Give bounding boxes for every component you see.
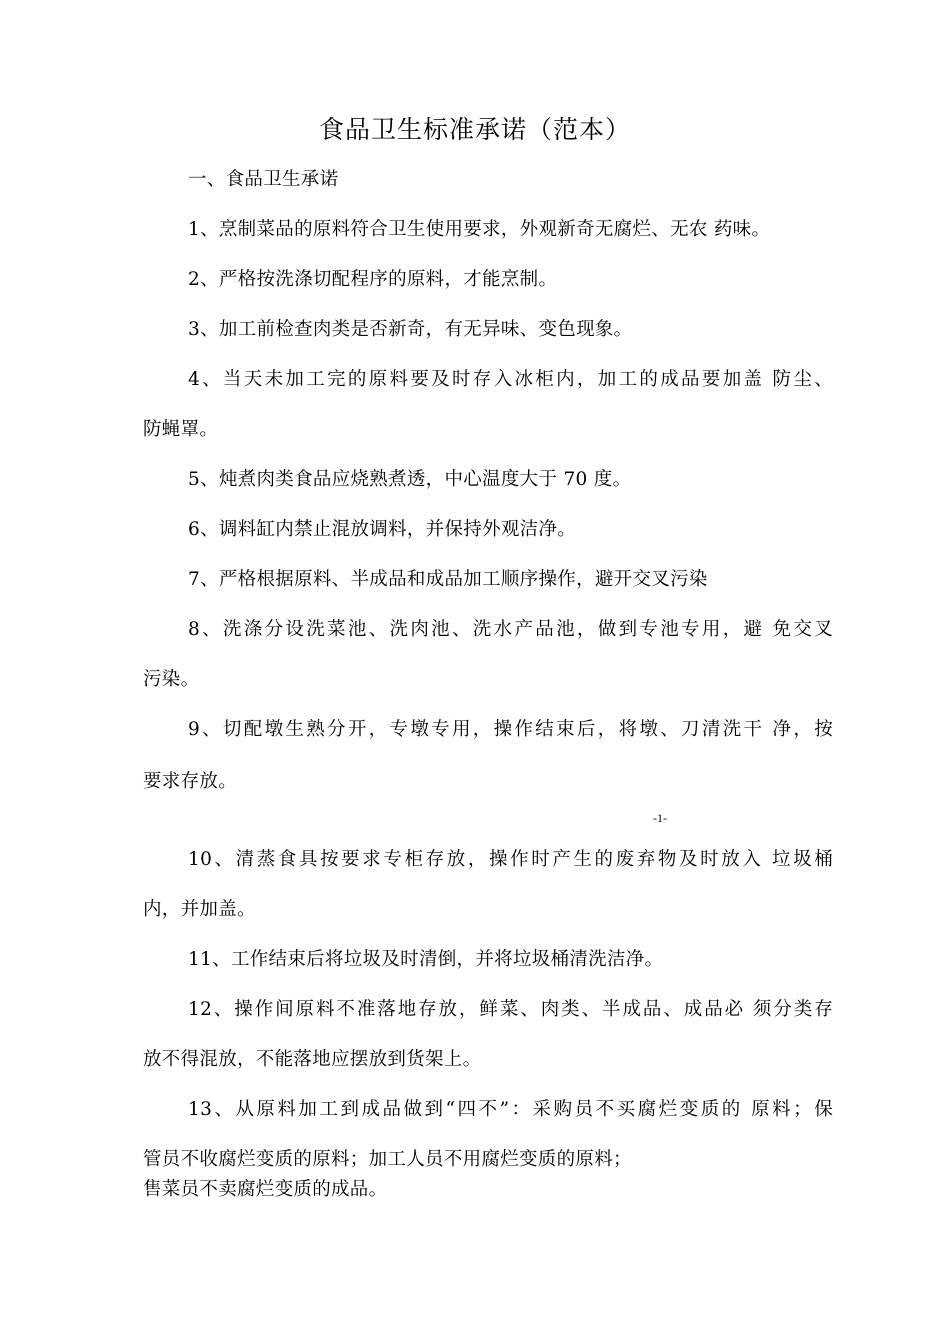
item-4-line-1: 4、当天未加工完的原料要及时存入冰柜内，加工的成品要加盖 防尘、 (188, 369, 833, 390)
item-12-line-1: 12、操作间原料不准落地存放，鲜菜、肉类、半成品、成品必 须分类存 (188, 999, 833, 1020)
item-9-line-1: 9、切配墩生熟分开，专墩专用，操作结束后，将墩、刀清洗干 净，按 (188, 719, 833, 740)
item-3-line-1: 3、加工前检查肉类是否新奇，有无异味、变色现象。 (188, 319, 633, 340)
item-10-line-2: 内，并加盖。 (143, 899, 256, 920)
item-1-line-1: 1、烹制菜品的原料符合卫生使用要求，外观新奇无腐烂、无农 药味。 (188, 219, 771, 240)
item-13-line-1: 13、从原料加工到成品做到“四不”：采购员不买腐烂变质的 原料；保 (188, 1099, 833, 1120)
section-heading: 一、食品卫生承诺 (188, 169, 339, 190)
item-8-line-2: 污染。 (143, 669, 200, 690)
item-11-line-1: 11、工作结束后将垃圾及时清倒，并将垃圾桶清洗洁净。 (188, 949, 664, 970)
item-10-line-1: 10、清蒸食具按要求专柜存放，操作时产生的废弃物及时放入 垃圾桶 (188, 849, 833, 870)
item-2-line-1: 2、严格按洗涤切配程序的原料，才能烹制。 (188, 269, 558, 290)
item-4-line-2: 防蝇罩。 (143, 419, 219, 440)
item-6-line-1: 6、调料缸内禁止混放调料，并保持外观洁净。 (188, 519, 577, 540)
item-7-line-1: 7、严格根据原料、半成品和成品加工顺序操作，避开交叉污染 (188, 569, 708, 590)
item-9-line-2: 要求存放。 (143, 771, 238, 792)
item-13-line-2: 管员不收腐烂变质的原料；加工人员不用腐烂变质的原料； (143, 1149, 632, 1170)
document-title: 食品卫生标准承诺（范本） (318, 115, 631, 144)
item-8-line-1: 8、洗涤分设洗菜池、洗肉池、洗水产品池，做到专池专用，避 免交叉 (188, 619, 833, 640)
item-12-line-2: 放不得混放，不能落地应摆放到货架上。 (143, 1049, 482, 1070)
page-number: -1- (653, 811, 667, 825)
item-13-line-3: 售菜员不卖腐烂变质的成品。 (143, 1179, 388, 1200)
item-5-line-1: 5、炖煮肉类食品应烧熟煮透，中心温度大于 70 度。 (188, 469, 632, 490)
